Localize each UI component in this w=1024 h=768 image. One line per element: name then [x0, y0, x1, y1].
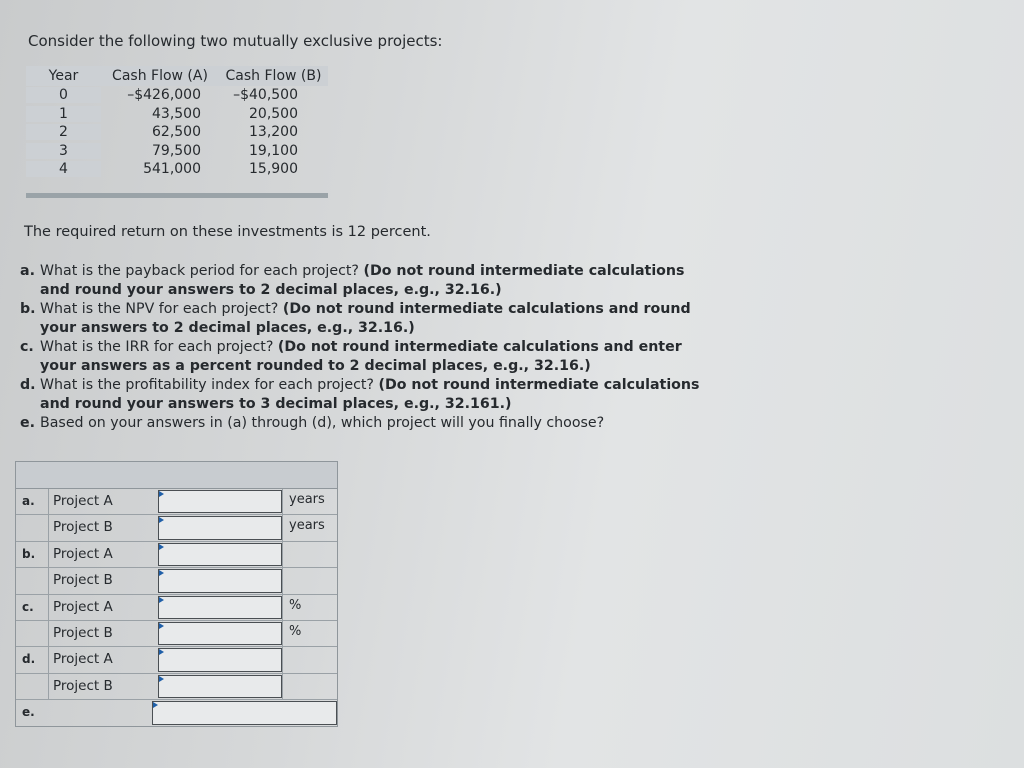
answer-row: [16, 674, 337, 700]
answer-letter: [16, 515, 48, 540]
npv-a-input[interactable]: [158, 543, 282, 566]
question-text: [40, 300, 700, 338]
irr-a-input[interactable]: [158, 596, 282, 619]
cash-flow-b-cell: 20,500: [249, 105, 298, 122]
answer-unit: %: [282, 595, 337, 620]
cash-flow-b-cell: 19,100: [249, 142, 298, 159]
answer-row: [16, 515, 337, 541]
cash-flow-row: [26, 105, 328, 124]
answer-unit: [282, 542, 337, 567]
intro-text: Consider the following two mutually exclusive projects:: [28, 32, 443, 50]
answer-label: Project B: [48, 515, 158, 540]
answer-label: Project A: [48, 489, 158, 514]
question-prompt: What is the NPV for each project?: [40, 301, 279, 317]
answer-row: [16, 489, 337, 515]
answer-unit: [282, 674, 337, 699]
cash-flow-a-cell: 79,500: [152, 142, 201, 159]
question-letter: d.: [20, 377, 36, 393]
year-cell: 2: [26, 124, 101, 140]
pi-a-input[interactable]: [158, 648, 282, 671]
question-instruction: (Do not round intermediate calculations and round your answers to 2 decimal places, e.g., 32.16.): [40, 301, 691, 336]
answer-unit: [282, 568, 337, 593]
question-text: [40, 414, 604, 433]
header-cash-flow-b: Cash Flow (B): [225, 68, 322, 84]
answer-label: Project A: [48, 595, 158, 620]
question-list: [20, 262, 700, 433]
question-text: [40, 338, 700, 376]
cash-flow-a-cell: –$426,000: [127, 87, 201, 104]
answer-row: [16, 700, 337, 725]
answer-letter: [16, 568, 48, 593]
answer-letter: e.: [22, 705, 35, 720]
npv-b-input[interactable]: [158, 569, 282, 592]
answer-label: Project B: [48, 621, 158, 646]
question-instruction: (Do not round intermediate calculations and enter your answers as a percent rounded to 2 decimal places, e.g., 32.16.): [40, 339, 682, 374]
answer-row: [16, 595, 337, 621]
question-letter: b.: [20, 301, 36, 317]
year-cell: 0: [26, 87, 101, 103]
question-prompt: What is the profitability index for each project?: [40, 377, 374, 393]
question-instruction: (Do not round intermediate calculations and round your answers to 3 decimal places, e.g., 32.161.): [40, 377, 700, 412]
question-instruction: (Do not round intermediate calculations and round your answers to 2 decimal places, e.g., 32.16.): [40, 263, 685, 298]
cash-flow-row: [26, 86, 328, 105]
question-prompt: What is the payback period for each project?: [40, 263, 359, 279]
answer-letter: d.: [22, 652, 36, 667]
table-bottom-rule: [26, 193, 328, 198]
required-return-text: The required return on these investments is 12 percent.: [24, 224, 431, 240]
cash-flow-a-cell: 62,500: [152, 124, 201, 141]
question-item: [20, 262, 700, 300]
answer-unit: years: [282, 515, 337, 540]
irr-b-input[interactable]: [158, 622, 282, 645]
answer-letter: [16, 674, 48, 699]
question-item: [20, 338, 700, 376]
answer-unit: years: [282, 489, 337, 514]
year-cell: 3: [26, 143, 101, 159]
payback-a-input[interactable]: [158, 490, 282, 513]
answer-letter: a.: [22, 494, 35, 508]
answer-unit: [282, 647, 337, 672]
year-cell: 1: [26, 106, 101, 122]
answer-label: Project B: [48, 568, 158, 593]
question-letter: a.: [20, 263, 35, 279]
cash-flow-row: [26, 123, 328, 142]
payback-b-input[interactable]: [158, 516, 282, 539]
cash-flow-b-cell: 15,900: [249, 161, 298, 178]
answer-label: Project A: [48, 542, 158, 567]
answer-row: [16, 621, 337, 647]
answer-letter: [16, 621, 48, 646]
answer-row: [16, 647, 337, 673]
answer-row: [16, 542, 337, 568]
project-choice-dropdown[interactable]: [152, 701, 337, 724]
cash-flow-row: [26, 160, 328, 179]
answer-label: Project B: [48, 674, 158, 699]
cash-flow-table: [26, 66, 328, 198]
year-cell: 4: [26, 161, 101, 177]
cash-flow-row: [26, 142, 328, 161]
question-prompt: What is the IRR for each project?: [40, 339, 274, 355]
cash-flow-b-cell: –$40,500: [233, 87, 298, 104]
cash-flow-b-cell: 13,200: [249, 124, 298, 141]
answer-letter: c.: [22, 599, 34, 614]
question-item: [20, 414, 700, 433]
question-item: [20, 376, 700, 414]
pi-b-input[interactable]: [158, 675, 282, 698]
answer-label: Project A: [48, 647, 158, 672]
answer-unit: %: [282, 621, 337, 646]
question-item: [20, 300, 700, 338]
answer-letter: b.: [22, 546, 36, 561]
answer-row: [16, 568, 337, 594]
question-prompt: Based on your answers in (a) through (d), which project will you finally choose?: [40, 415, 605, 431]
header-year: Year: [48, 68, 79, 84]
cash-flow-a-cell: 541,000: [143, 161, 201, 178]
question-letter: c.: [20, 339, 34, 355]
cash-flow-a-cell: 43,500: [152, 105, 201, 122]
answer-table: [15, 461, 338, 727]
answer-table-header: [16, 462, 337, 489]
question-text: [40, 376, 700, 414]
header-cash-flow-a: Cash Flow (A): [112, 68, 208, 84]
question-text: [40, 262, 700, 300]
question-letter: e.: [20, 415, 36, 431]
cash-flow-header: [26, 66, 328, 86]
